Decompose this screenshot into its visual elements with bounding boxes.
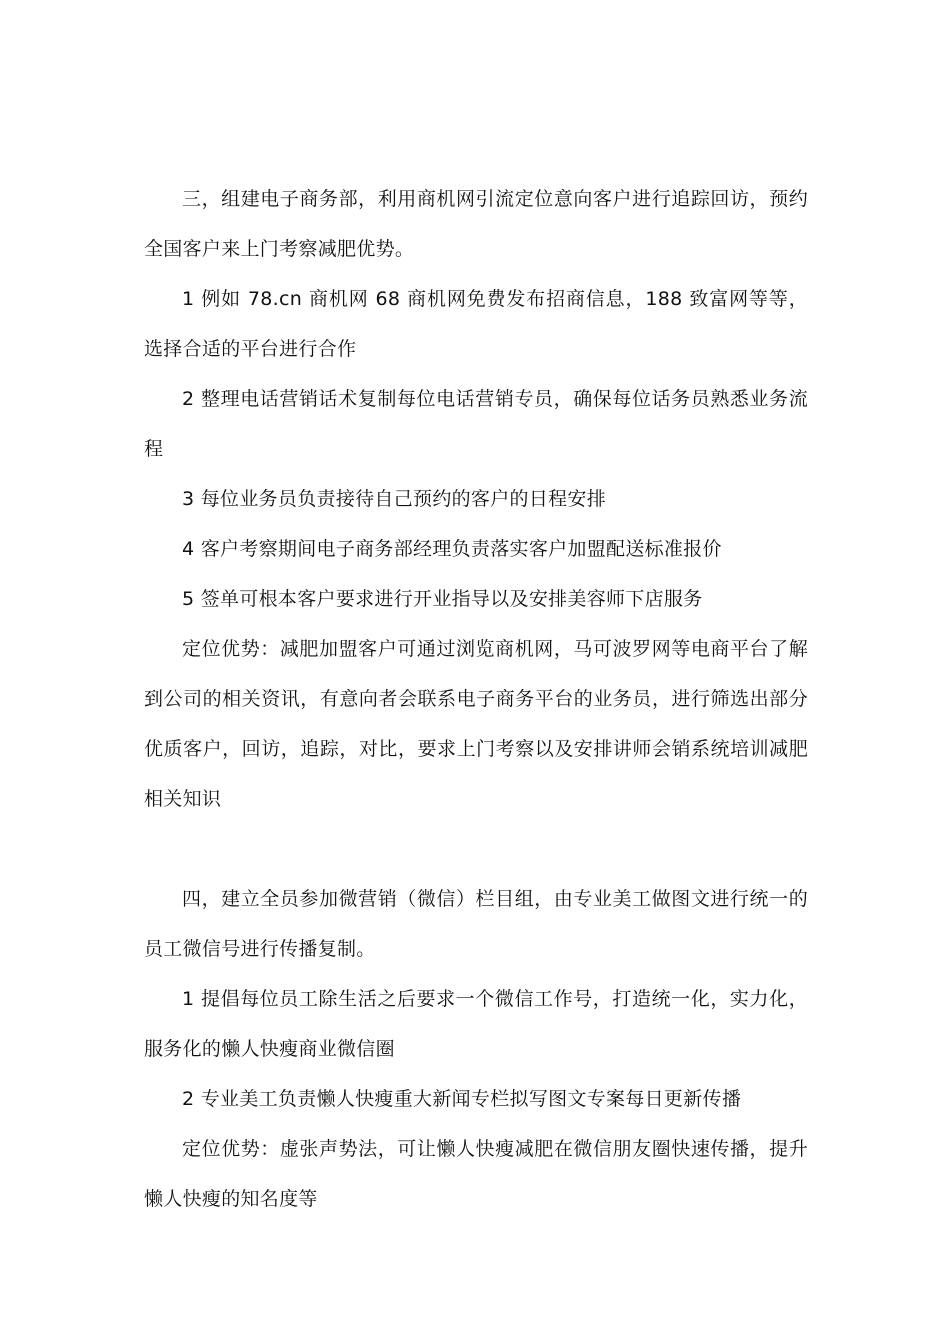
document-body	[144, 174, 808, 1224]
section-4-item-2: 2 专业美工负责懒人快瘦重大新闻专栏拟写图文专案每日更新传播	[182, 1088, 742, 1110]
section-divider-space	[144, 824, 808, 874]
section-3-advantage: 定位优势：减肥加盟客户可通过浏览商机网，马可波罗网等电商平台了解到公司的相关资讯，有意向者会联系电子商务平台的业务员，进行筛选出部分优质客户，回访，追踪，对比，要求上门考察以及安排讲师会销系统培训减肥相关知识	[144, 638, 808, 810]
section-3-item-2: 2 整理电话营销话术复制每位电话营销专员，确保每位话务员熟悉业务流程	[144, 388, 808, 460]
section-3-item-1: 1 例如 78.cn 商机网 68 商机网免费发布招商信息，188 致富网等等，选择合适的平台进行合作	[144, 288, 808, 360]
section-4-item-1: 1 提倡每位员工除生活之后要求一个微信工作号，打造统一化，实力化，服务化的懒人快瘦商业微信圈	[144, 988, 808, 1060]
section-4-heading: 四，建立全员参加微营销（微信）栏目组，由专业美工做图文进行统一的员工微信号进行传播复制。	[144, 888, 808, 960]
section-3-item-4: 4 客户考察期间电子商务部经理负责落实客户加盟配送标准报价	[182, 538, 722, 560]
section-3-item-5: 5 签单可根本客户要求进行开业指导以及安排美容师下店服务	[182, 588, 703, 610]
section-4-advantage: 定位优势：虚张声势法，可让懒人快瘦减肥在微信朋友圈快速传播，提升懒人快瘦的知名度等	[144, 1138, 808, 1210]
section-3-item-3: 3 每位业务员负责接待自己预约的客户的日程安排	[182, 488, 607, 510]
section-3-heading: 三，组建电子商务部，利用商机网引流定位意向客户进行追踪回访，预约全国客户来上门考察减肥优势。	[144, 188, 808, 260]
